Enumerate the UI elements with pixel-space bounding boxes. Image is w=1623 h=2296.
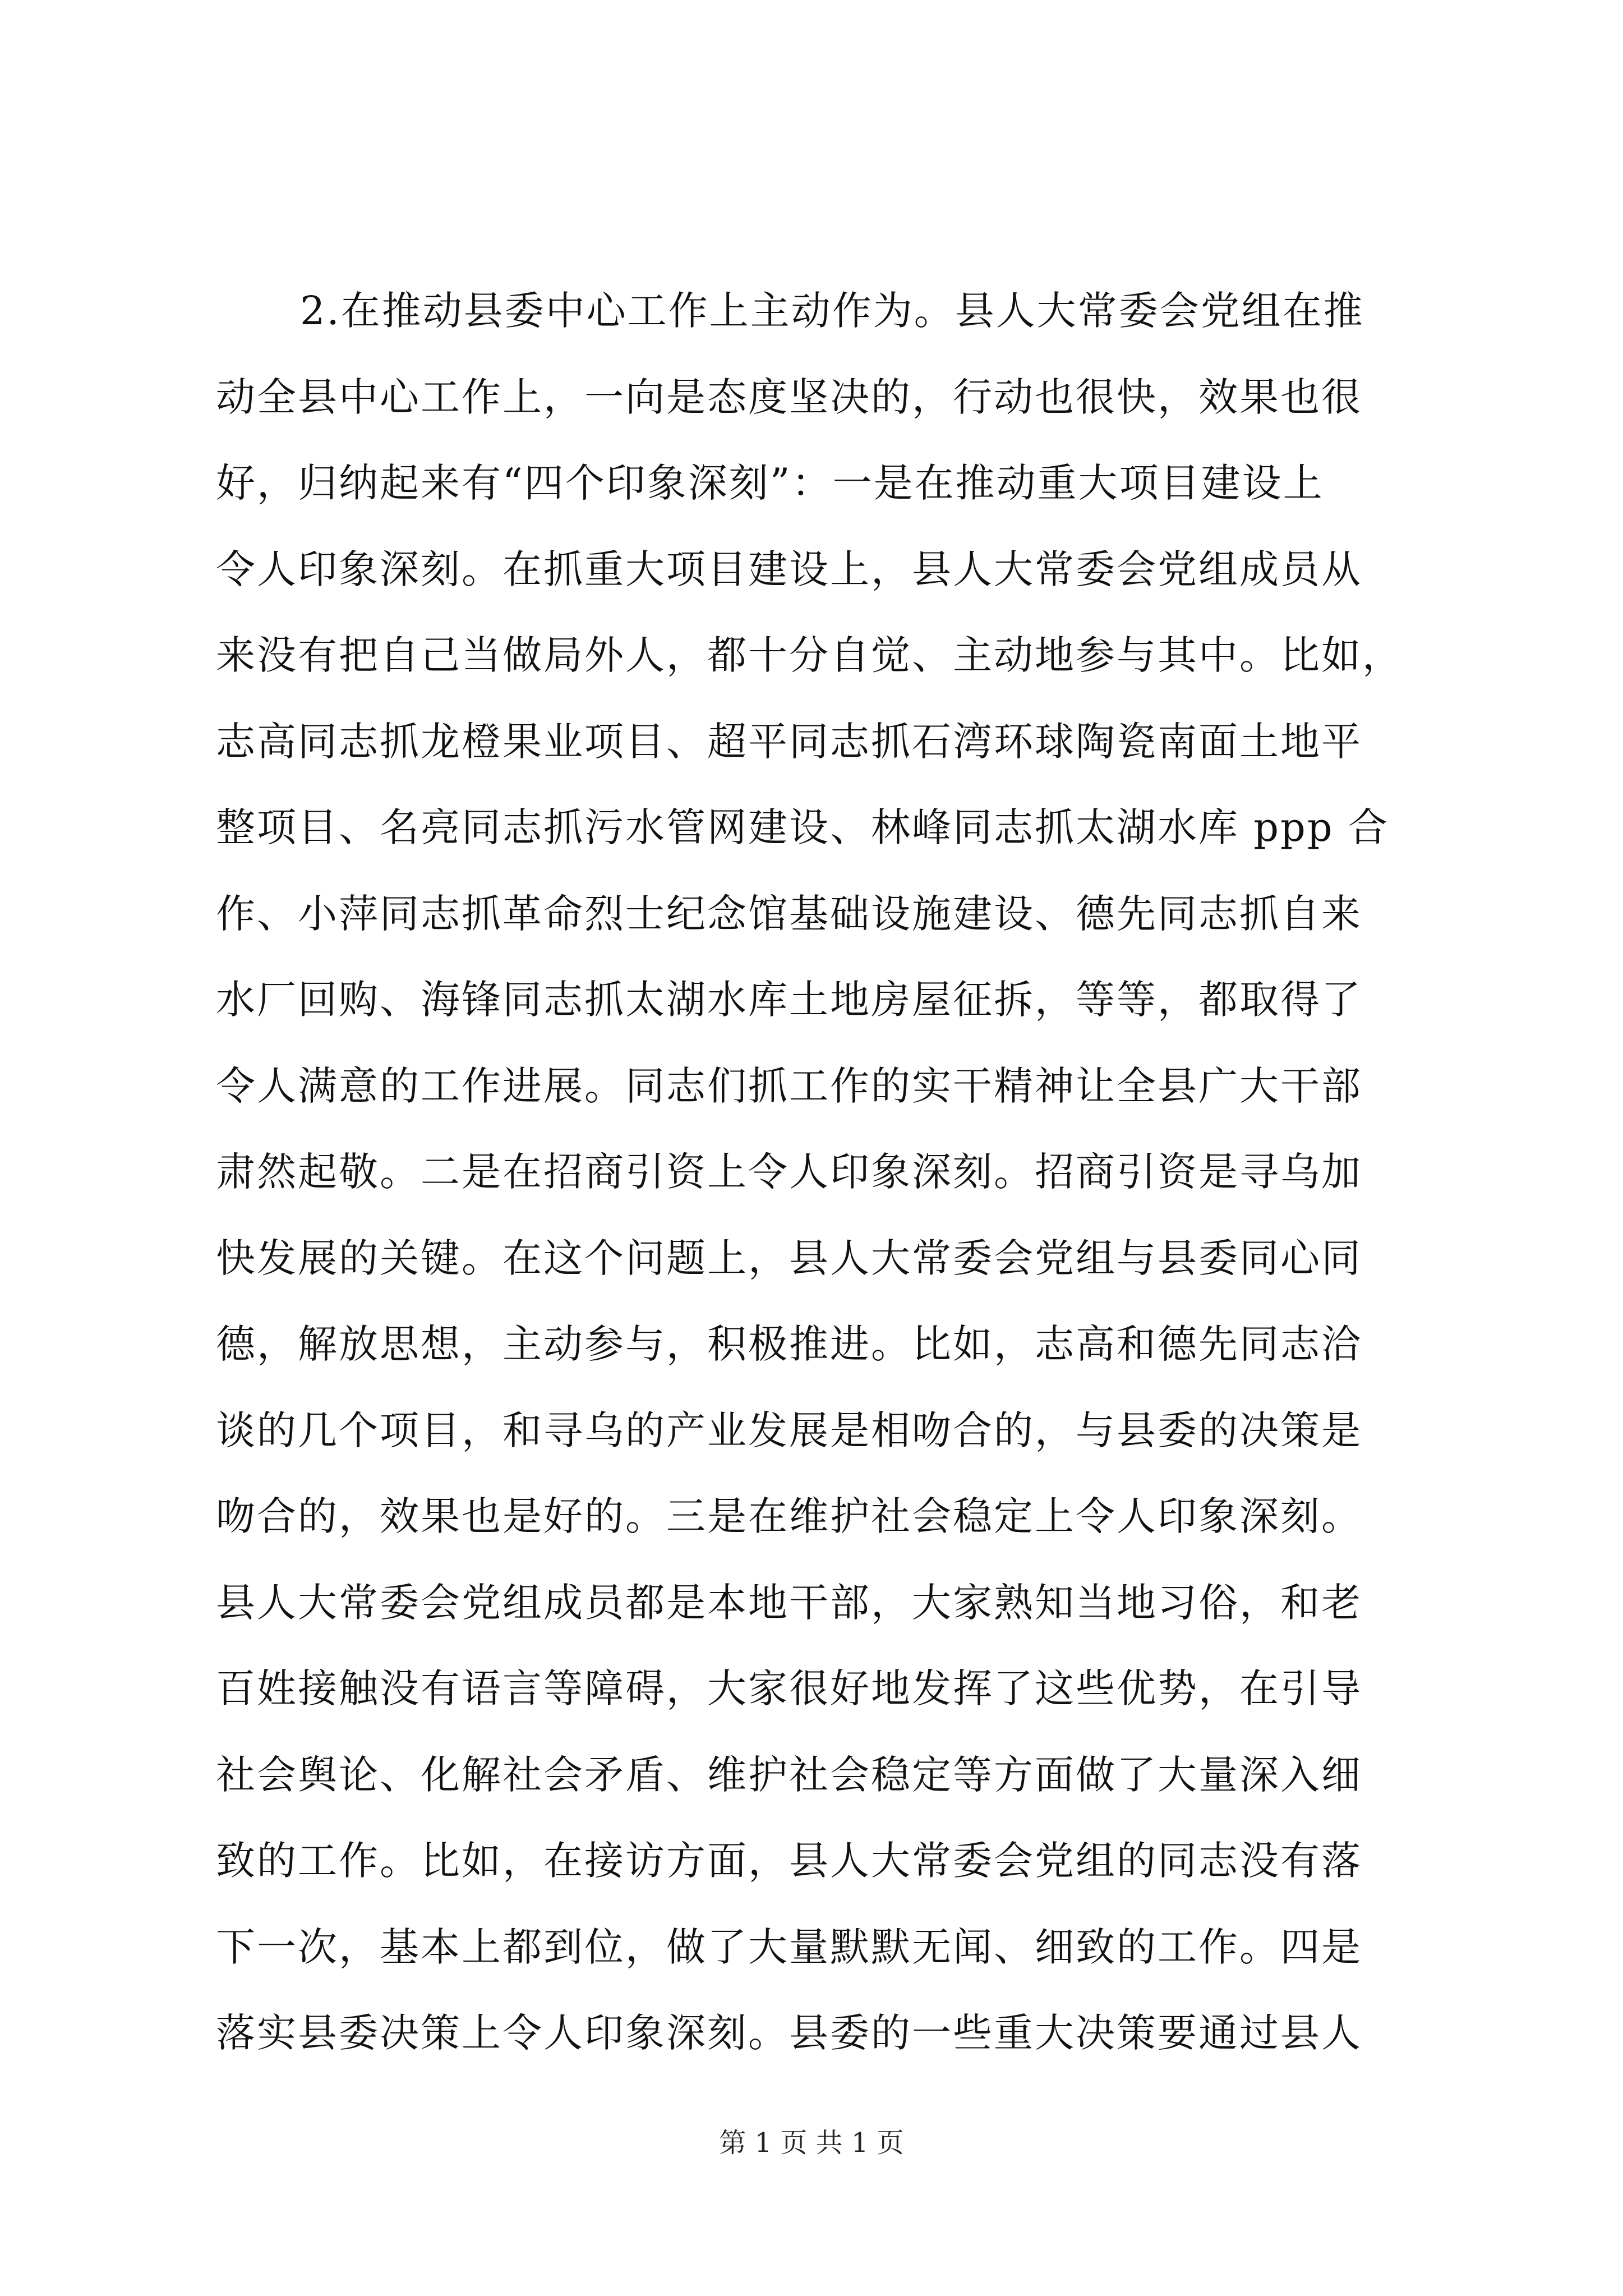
page-number-label: 第 1 页 共 1 页 [719,2127,904,2159]
text-line: 落实县委决策上令人印象深刻。县委的一些重大决策要通过县人 [216,2010,1362,2056]
text-line: 作、小萍同志抓革命烈士纪念馆基础设施建设、德先同志抓自来 [216,890,1362,937]
text-line: 下一次，基本上都到位，做了大量默默无闻、细致的工作。四是 [216,1924,1362,1970]
body-paragraph [216,268,1436,2077]
text-line: 好，归纳起来有“四个印象深刻”：一是在推动重大项目建设上 [216,460,1324,506]
text-line: 整项目、名亮同志抓污水管网建设、林峰同志抓太湖水库 ppp 合 [216,804,1389,850]
text-line: 来没有把自己当做局外人，都十分自觉、主动地参与其中。比如， [216,632,1403,678]
text-line: 县人大常委会党组成员都是本地干部，大家熟知当地习俗，和老 [216,1579,1362,1626]
text-line: 动全县中心工作上，一向是态度坚决的，行动也很快，效果也很 [216,374,1362,420]
text-line: 吻合的，效果也是好的。三是在维护社会稳定上令人印象深刻。 [216,1493,1362,1539]
text-line: 德，解放思想，主动参与，积极推进。比如，志高和德先同志洽 [216,1321,1362,1367]
text-line: 2.在推动县委中心工作上主动作为。县人大常委会党组在推 [300,288,1364,334]
text-line: 志高同志抓龙橙果业项目、超平同志抓石湾环球陶瓷南面土地平 [216,718,1362,765]
text-line: 快发展的关键。在这个问题上，县人大常委会党组与县委同心同 [216,1235,1362,1281]
text-line: 谈的几个项目，和寻乌的产业发展是相吻合的，与县委的决策是 [216,1407,1362,1453]
text-line: 水厂回购、海锋同志抓太湖水库土地房屋征拆，等等，都取得了 [216,977,1362,1023]
page-footer [0,2126,1623,2160]
text-line: 致的工作。比如，在接访方面，县人大常委会党组的同志没有落 [216,1838,1362,1884]
text-line: 令人满意的工作进展。同志们抓工作的实干精神让全县广大干部 [216,1062,1362,1109]
text-line: 肃然起敬。二是在招商引资上令人印象深刻。招商引资是寻乌加 [216,1149,1362,1195]
text-line: 令人印象深刻。在抓重大项目建设上，县人大常委会党组成员从 [216,546,1362,592]
text-line: 百姓接触没有语言等障碍，大家很好地发挥了这些优势，在引导 [216,1665,1362,1711]
text-line: 社会舆论、化解社会矛盾、维护社会稳定等方面做了大量深入细 [216,1751,1362,1798]
